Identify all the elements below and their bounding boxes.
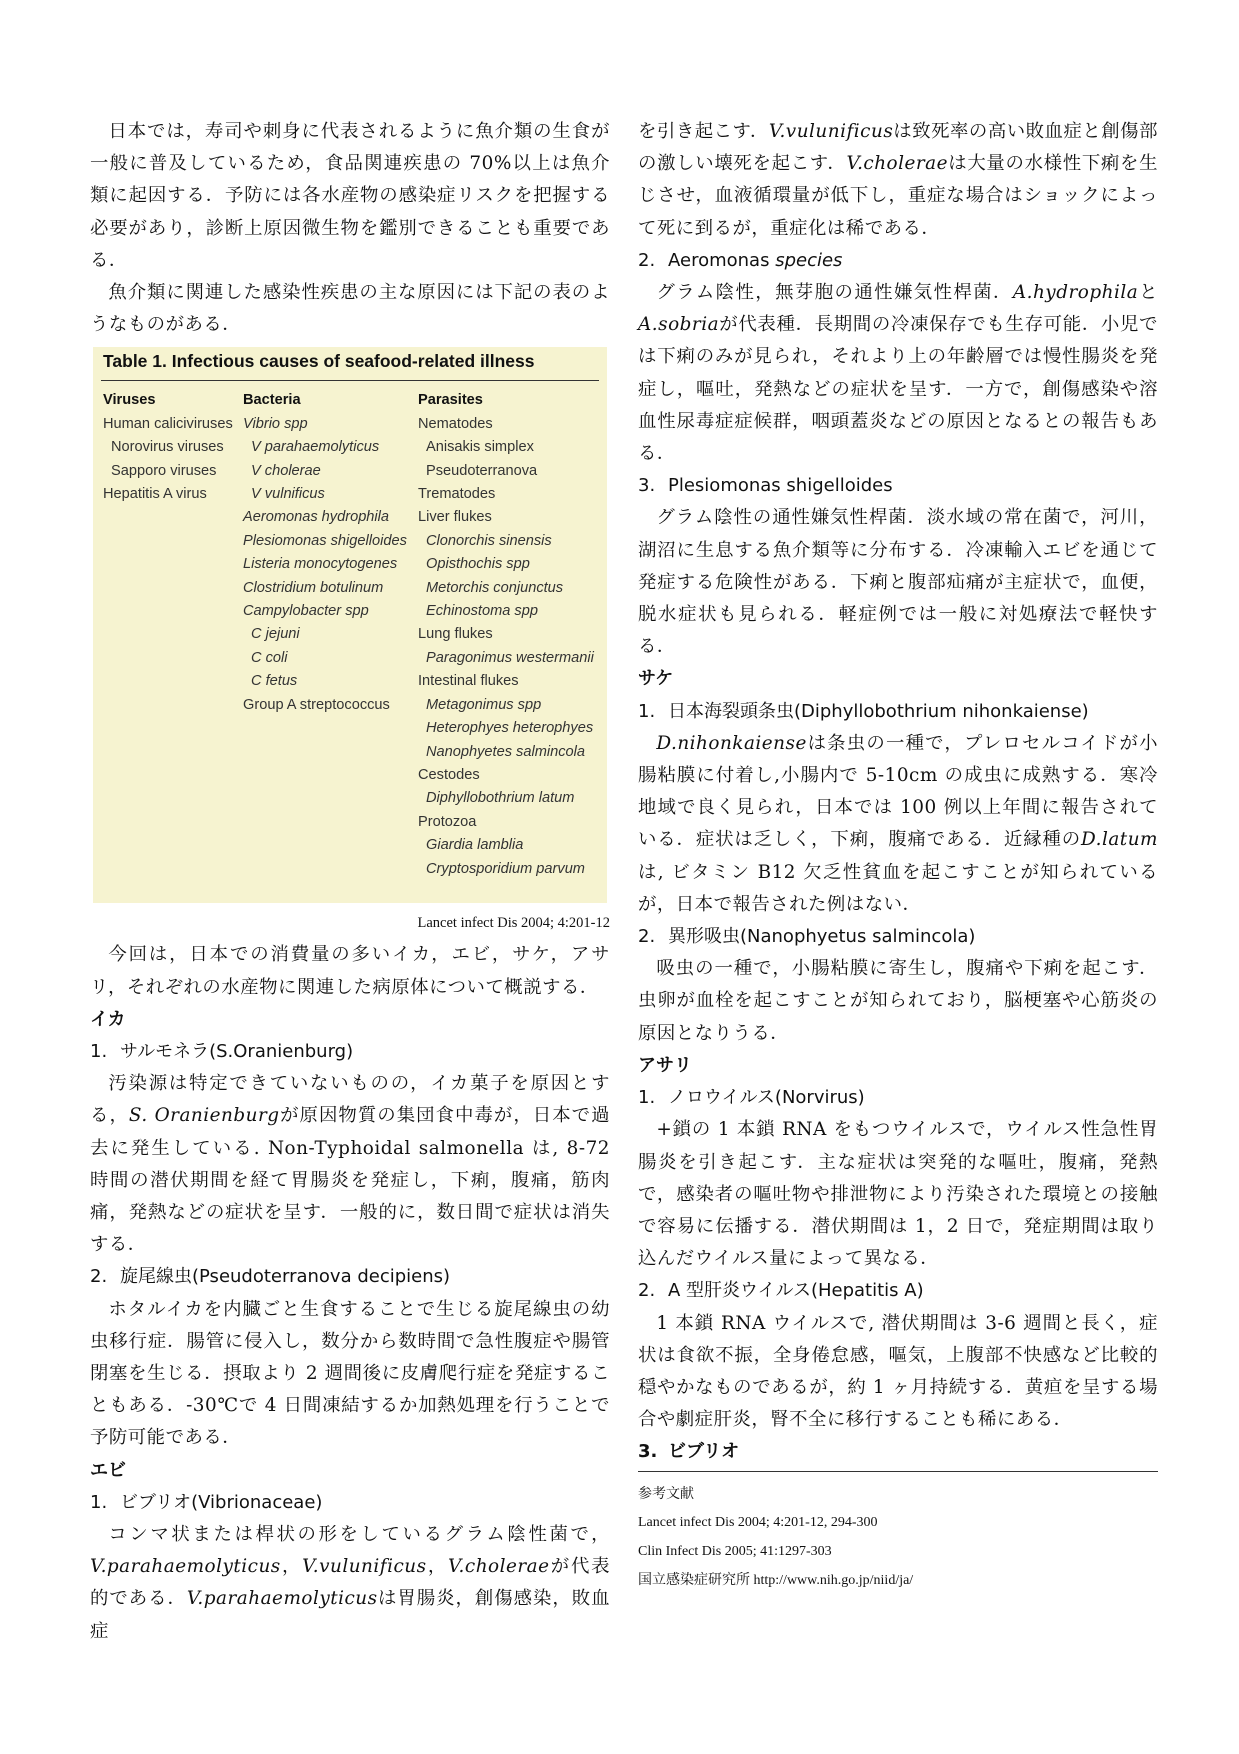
species-name: V.parahaemolyticus [186, 1588, 378, 1610]
species-name: V.parahaemolyticus [90, 1556, 281, 1578]
text-run: と [1138, 282, 1158, 304]
text-run: が代表的である． [90, 1556, 610, 1610]
table-cell: Protozoa [418, 813, 477, 830]
table-cell: Trematodes [418, 486, 496, 503]
item-number: 3. [638, 475, 656, 497]
table-cell: Pseudoterranova [426, 462, 538, 479]
table-source: Lancet infect Dis 2004; 4:201-12 [417, 915, 610, 932]
table-cell: Intestinal flukes [418, 673, 519, 690]
item-title: 旋尾線虫(Pseudoterranova decipiens) [120, 1266, 451, 1288]
ebi-item-1-title [90, 1487, 610, 1519]
table-cell: Echinostoma spp [426, 603, 538, 620]
table-cell: Clostridium botulinum [243, 579, 384, 596]
item-title: 日本海裂頭条虫(Diphyllobothrium nihonkaiense) [668, 700, 1089, 722]
section-heading-asari: アサリ [638, 1054, 692, 1076]
text-run: は条虫の一種で，プレロセルコイドが小腸粘膜に付着し,小腸内で 5-10cm の成虫に成熟する．寒冷地域で良く見られ，日本では 100 例以上年間に報告されている．症状は乏しく，下痢，腹痛である．近縁種の [638, 732, 1158, 851]
sake-item-1-text [638, 728, 1158, 921]
ika-item-1-title [90, 1036, 610, 1068]
table-cell: Human caliciviruses [103, 415, 233, 432]
table-cell: Opisthochis spp [426, 556, 530, 573]
reference-item: 国立感染症研究所 http://www.nih.go.jp/niid/ja/ [638, 1572, 914, 1588]
table-column-parasites [418, 389, 594, 881]
table-cell: Clonorchis sinensis [426, 532, 552, 549]
item-number: 1. [638, 700, 656, 722]
species-name: V.cholerae [447, 1556, 550, 1578]
ebi-item-3-title [638, 470, 1158, 502]
table-cell: Listeria monocytogenes [243, 556, 398, 573]
references-title: 参考文献 [638, 1485, 694, 1502]
table-cell: Anisakis simplex [426, 439, 534, 456]
item-number: 1. [90, 1041, 108, 1063]
sake-item-2-text: 吸虫の一種で，小腸粘膜に寄生し，腹痛や下痢を起こす．虫卵が血栓を起こすことが知られており，脳梗塞や心筋炎の原因となりうる． [638, 958, 1158, 1044]
text-run: ， [426, 1556, 448, 1578]
intro-paragraph-2: 魚介類に関連した感染性疾患の主な原因には下記の表のようなものがある． [90, 282, 610, 336]
table-cell: Group A streptococcus [243, 696, 390, 713]
table-cell: C fetus [251, 673, 298, 690]
text-run: ， [280, 1556, 303, 1578]
item-title: ビブリオ(Vibrionaceae) [120, 1491, 323, 1513]
table-column-viruses [103, 389, 233, 506]
table-title: Table 1. Infectious causes of seafood-related illness [103, 351, 535, 372]
species-name: V.vulunificus [302, 1556, 427, 1578]
table-header-viruses: Viruses [103, 392, 156, 409]
item-title-italic: species [775, 249, 843, 271]
species-name: V.vulunificus [768, 121, 894, 142]
table-cell: Lung flukes [418, 626, 493, 643]
table-cell: Nanophyetes salmincola [426, 743, 585, 760]
item-title: Plesiomonas shigelloides [668, 475, 893, 497]
table-cell: Metorchis conjunctus [426, 579, 564, 596]
species-name: A.sobria [638, 314, 720, 336]
item-title: サルモネラ(S.Oranienburg) [120, 1041, 354, 1063]
table-column-bacteria [243, 389, 407, 717]
table-cell: V cholerae [251, 462, 321, 479]
seafood-illness-table [93, 347, 607, 903]
item-number: 2. [90, 1266, 108, 1288]
right-column [638, 116, 1158, 1595]
asari-item-1-title [638, 1082, 1158, 1114]
reference-item: Lancet infect Dis 2004; 4:201-12, 294-300 [638, 1514, 878, 1530]
table-cell: Heterophyes heterophyes [426, 720, 594, 737]
species-name: D.nihonkaiense [656, 732, 807, 754]
references-divider [638, 1471, 1158, 1472]
table-cell: Giardia lamblia [426, 837, 524, 854]
item-title: Aeromonas [668, 249, 776, 271]
table-title-rule [101, 380, 599, 381]
table-cell: Plesiomonas shigelloides [243, 532, 407, 549]
asari-item-1-text: +鎖の 1 本鎖 RNA をもつウイルスで，ウイルス性急性胃腸炎を引き起こす．主な症状は突発的な嘔吐，腹痛，発熱で，感染者の嘔吐物や排泄物により汚染された環境との接触で容易に伝播する．潜伏期間は 1，2 日で，発症期間は取り込んだウイルス量によって異なる． [638, 1119, 1158, 1270]
item-number: 3. [638, 1441, 658, 1463]
item-number: 2. [638, 926, 656, 948]
text-run: を引き起こす． [638, 121, 769, 142]
table-cell: Metagonimus spp [426, 696, 542, 713]
vibrio-continuation [638, 116, 1158, 245]
intro-paragraph-1: 日本では，寿司や刺身に代表されるように魚介類の生食が一般に普及しているため，食品関連疾患の 70%以上は魚介類に起因する．予防には各水産物の感染症リスクを把握する必要があり，診断上原因微生物を鑑別できることも重要である． [90, 121, 610, 271]
item-number: 2. [638, 249, 656, 271]
table-cell: Liver flukes [418, 509, 492, 526]
ebi-item-2-title [638, 245, 1158, 277]
table-cell: Campylobacter spp [243, 603, 369, 620]
table-cell: Cryptosporidium parvum [426, 860, 585, 877]
asari-item-2-text: 1 本鎖 RNA ウイルスで, 潜伏期間は 3-6 週間と長く，症状は食欲不振，全身倦怠感，嘔気，上腹部不快感など比較的穏やかなものであるが，約 1 ヶ月持続する．黄疸を呈する場合や劇症肝炎，腎不全に移行することも稀にある． [638, 1312, 1158, 1431]
text-run: コンマ状または桿状の形をしているグラム陰性菌で， [108, 1524, 610, 1546]
reference-item: Clin Infect Dis 2005; 41:1297-303 [638, 1543, 832, 1559]
species-name: A.hydrophila [1012, 282, 1139, 304]
asari-item-3-title [638, 1436, 1158, 1468]
asari-item-2-title [638, 1275, 1158, 1307]
table-cell: C coli [251, 649, 288, 666]
section-heading-sake: サケ [638, 668, 674, 690]
table-cell: V parahaemolyticus [251, 439, 380, 456]
text-run: は致死率の高い敗血症と創傷部の激しい壊死を起こす． [638, 121, 1158, 175]
table-cell: C jejuni [251, 626, 300, 643]
table-cell: Aeromonas hydrophila [243, 509, 390, 526]
text-run: が原因物質の集団食中毒が，日本で過去に発生している. Non-Typhoidal salmonella は, 8-72 時間の潜伏期間を経て胃腸炎を発症し，下痢，腹痛，筋肉痛，発熱などの症状を呈す．一般的に，数日間で症状は消失する． [90, 1105, 610, 1256]
sake-item-1-title [638, 696, 1158, 728]
section-heading-ebi: エビ [90, 1459, 126, 1481]
item-title: ノロウイルス(Norvirus) [668, 1087, 865, 1109]
text-run: は胃腸炎，創傷感染，敗血症 [90, 1588, 610, 1642]
table-cell: Hepatitis A virus [103, 486, 207, 503]
table-cell: Paragonimus westermanii [426, 649, 594, 666]
ika-item-2-text: ホタルイカを内臓ごと生食することで生じる旋尾線虫の幼虫移行症．腸管に侵入し，数分から数時間で急性腹症や腸管閉塞を生じる．摂取より 2 週間後に皮膚爬行症を発症することもある．-30℃で 4 日間凍結するか加熱処理を行うことで予防可能である． [90, 1298, 610, 1449]
ebi-item-2-text [638, 277, 1158, 470]
item-title: 異形吸虫(Nanophyetus salmincola) [668, 926, 976, 948]
ika-item-2-title [90, 1261, 610, 1293]
table-cell: V vulnificus [251, 486, 325, 503]
text-run: は, ビタミン B12 欠乏性貧血を起こすことが知られているが，日本で報告された例はない． [638, 861, 1158, 915]
overview-paragraph: 今回は，日本での消費量の多いイカ，エビ，サケ，アサリ，それぞれの水産物に関連した病原体について概説する． [90, 944, 610, 998]
ika-item-1-text [90, 1068, 610, 1261]
table-cell: Nematodes [418, 415, 493, 432]
table-cell: Vibrio spp [243, 415, 308, 432]
table-cell: Norovirus viruses [111, 439, 224, 456]
item-title: A 型肝炎ウイルス(Hepatitis A) [668, 1280, 924, 1302]
species-name: V.cholerae [846, 153, 949, 175]
item-number: 1. [638, 1087, 656, 1109]
table-header-bacteria: Bacteria [243, 392, 301, 409]
text-run: は大量の水様性下痢を生じさせ，血液循環量が低下し，重症な場合はショックによって死に到るが，重症化は稀である． [638, 153, 1158, 239]
table-cell: Diphyllobothrium latum [426, 790, 575, 807]
ebi-item-1-text [90, 1519, 610, 1648]
ebi-item-3-text: グラム陰性の通性嫌気性桿菌．淡水域の常在菌で，河川，湖沼に生息する魚介類等に分布する．冷凍輸入エビを通じて発症する危険性がある．下痢と腹部疝痛が主症状で，血便，脱水症状も見られる．軽症例では一般に対処療法で軽快する． [638, 507, 1158, 658]
item-title: ビブリオ [668, 1441, 740, 1463]
text-run: が代表種．長期間の冷凍保存でも生存可能．小児では下痢のみが見られ，それより上の年齢層では慢性腸炎を発症し，嘔吐，発熱などの症状を呈す．一方で，創傷感染や溶血性尿毒症症候群，咽頭蓋炎などの原因となるとの報告もある． [638, 314, 1158, 465]
text-run: 汚染源は特定できていないものの，イカ菓子を原因とする， [90, 1073, 610, 1127]
table-header-parasites: Parasites [418, 392, 483, 409]
species-name: S. Oranienburg [128, 1105, 280, 1127]
species-name: D.latum [1081, 829, 1158, 851]
item-number: 2. [638, 1280, 656, 1302]
text-run: グラム陰性，無芽胞の通性嫌気性桿菌． [656, 282, 1013, 304]
table-cell: Cestodes [418, 766, 480, 783]
left-column [90, 116, 610, 1648]
sake-item-2-title [638, 921, 1158, 953]
item-number: 1. [90, 1491, 108, 1513]
section-heading-ika: イカ [90, 1008, 126, 1030]
table-cell: Sapporo viruses [111, 462, 217, 479]
